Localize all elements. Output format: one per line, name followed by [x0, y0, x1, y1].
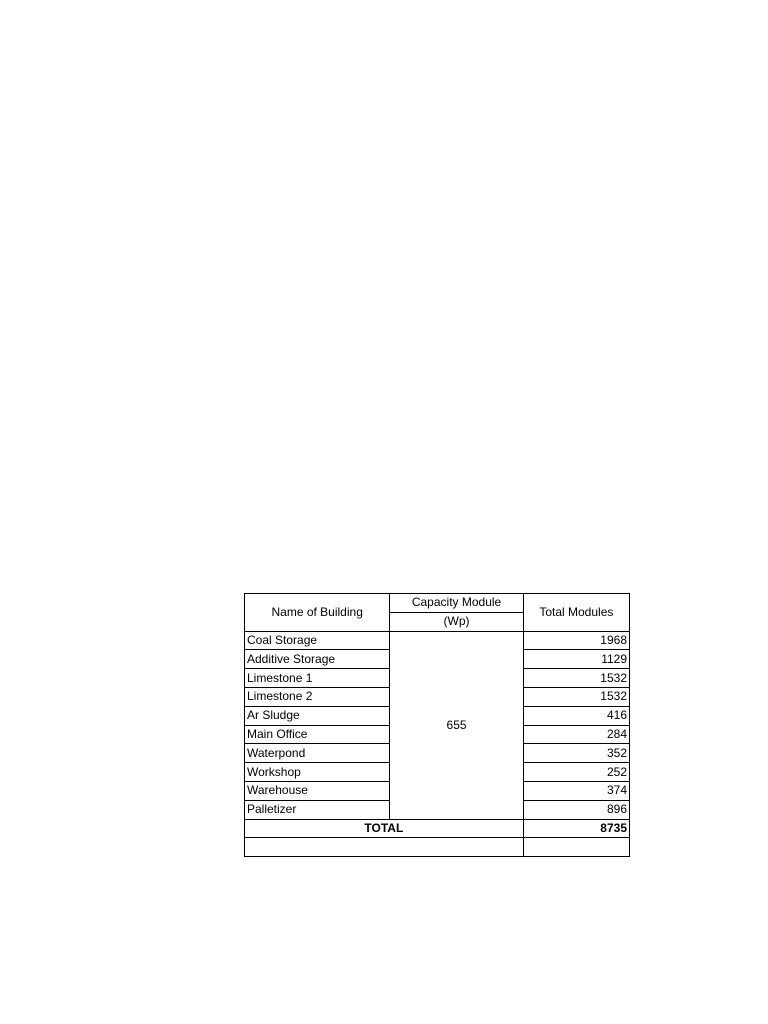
modules-cell: 352	[523, 744, 629, 763]
header-name-of-building: Name of Building	[245, 594, 390, 632]
building-name-cell: Palletizer	[245, 800, 390, 819]
modules-cell: 416	[523, 706, 629, 725]
modules-cell: 284	[523, 725, 629, 744]
header-capacity-unit: (Wp)	[390, 612, 523, 631]
empty-cell	[245, 838, 524, 857]
modules-cell: 1129	[523, 650, 629, 669]
total-label: TOTAL	[245, 819, 524, 838]
building-name-cell: Additive Storage	[245, 650, 390, 669]
building-name-cell: Waterpond	[245, 744, 390, 763]
empty-cell	[523, 838, 629, 857]
modules-cell: 1532	[523, 669, 629, 688]
building-modules-table	[244, 593, 630, 857]
building-name-cell: Warehouse	[245, 781, 390, 800]
building-name-cell: Main Office	[245, 725, 390, 744]
modules-cell: 374	[523, 781, 629, 800]
building-name-cell: Ar Sludge	[245, 706, 390, 725]
total-value: 8735	[523, 819, 629, 838]
header-row-1	[245, 594, 630, 613]
building-name-cell: Limestone 1	[245, 669, 390, 688]
table-row	[245, 631, 630, 650]
capacity-value-cell: 655	[390, 631, 523, 819]
building-name-cell: Coal Storage	[245, 631, 390, 650]
empty-row	[245, 838, 630, 857]
modules-cell: 252	[523, 763, 629, 782]
header-capacity-module: Capacity Module	[390, 594, 523, 613]
modules-cell: 1532	[523, 687, 629, 706]
total-row	[245, 819, 630, 838]
building-name-cell: Workshop	[245, 763, 390, 782]
modules-cell: 1968	[523, 631, 629, 650]
header-total-modules: Total Modules	[523, 594, 629, 632]
modules-cell: 896	[523, 800, 629, 819]
building-name-cell: Limestone 2	[245, 687, 390, 706]
